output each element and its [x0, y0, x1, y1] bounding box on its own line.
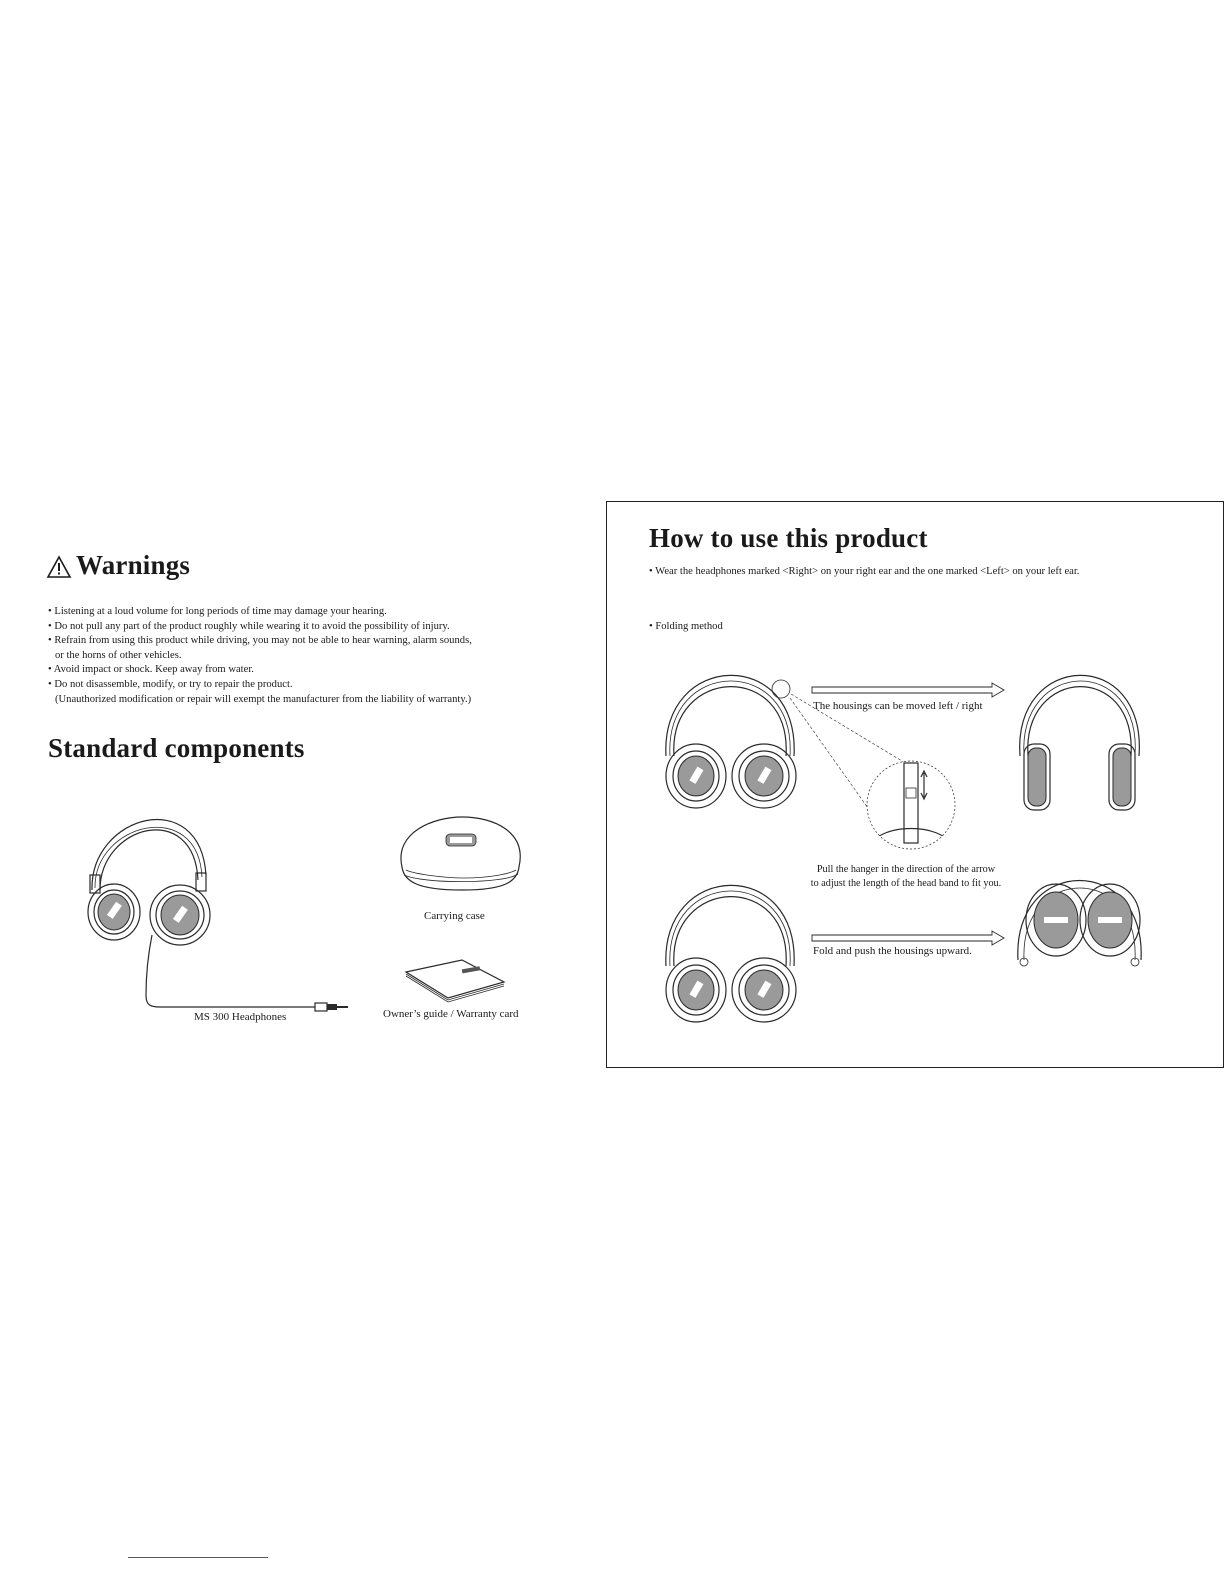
warnings-heading: Warnings	[76, 550, 191, 580]
hanger-caption-line2: to adjust the length of the head band to fit you.	[810, 877, 1002, 889]
warning-item: • Do not disassemble, modify, or try to repair the product.	[48, 678, 293, 690]
warning-item: • Listening at a loud volume for long periods of time may damage your hearing.	[48, 606, 387, 617]
folding-method-title: • Folding method	[649, 621, 723, 632]
carrying-case-caption: Carrying case	[424, 910, 485, 922]
move-caption: The housings can be moved left / right	[813, 700, 983, 712]
headphones-rotated-illustration	[1012, 656, 1147, 816]
warnings-list	[48, 605, 568, 707]
headphones-caption: MS 300 Headphones	[194, 1011, 287, 1023]
fold-caption: Fold and push the housings upward.	[813, 945, 972, 957]
warning-item-continuation: or the horns of other vehicles.	[55, 649, 182, 661]
hanger-detail-illustration	[866, 763, 956, 845]
warning-item: • Refrain from using this product while driving, you may not be able to hear warning, alarm sounds,	[48, 635, 472, 647]
fold-arrow-icon	[812, 931, 1005, 945]
owners-guide-illustration	[404, 960, 504, 1002]
headphones-with-cable-illustration	[80, 795, 360, 1010]
page-footer-rule	[128, 1557, 268, 1558]
move-arrow-icon	[812, 683, 1005, 697]
carrying-case-illustration	[394, 812, 529, 894]
headphones-folded-illustration	[1012, 864, 1147, 970]
hanger-caption-line1: Pull the hanger in the direction of the arrow	[816, 864, 996, 875]
warning-triangle-icon	[47, 556, 71, 578]
how-to-use-heading: How to use this product	[649, 523, 928, 553]
standard-components-heading: Standard components	[48, 733, 305, 763]
headphones-front-illustration	[660, 656, 800, 814]
hanger-caption	[806, 863, 1006, 890]
headphones-unfolded-illustration	[660, 866, 800, 1026]
warning-item: • Do not pull any part of the product roughly while wearing it to avoid the possibility of injury.	[48, 620, 450, 632]
owners-guide-caption: Owner’s guide / Warranty card	[383, 1008, 519, 1020]
warning-item-continuation: (Unauthorized modification or repair will exempt the manufacturer from the liability of warranty.)	[55, 693, 472, 705]
warning-item: • Avoid impact or shock. Keep away from water.	[48, 664, 254, 676]
wear-instruction: • Wear the headphones marked <Right> on your right ear and the one marked <Left> on your left ear.	[649, 566, 1080, 577]
